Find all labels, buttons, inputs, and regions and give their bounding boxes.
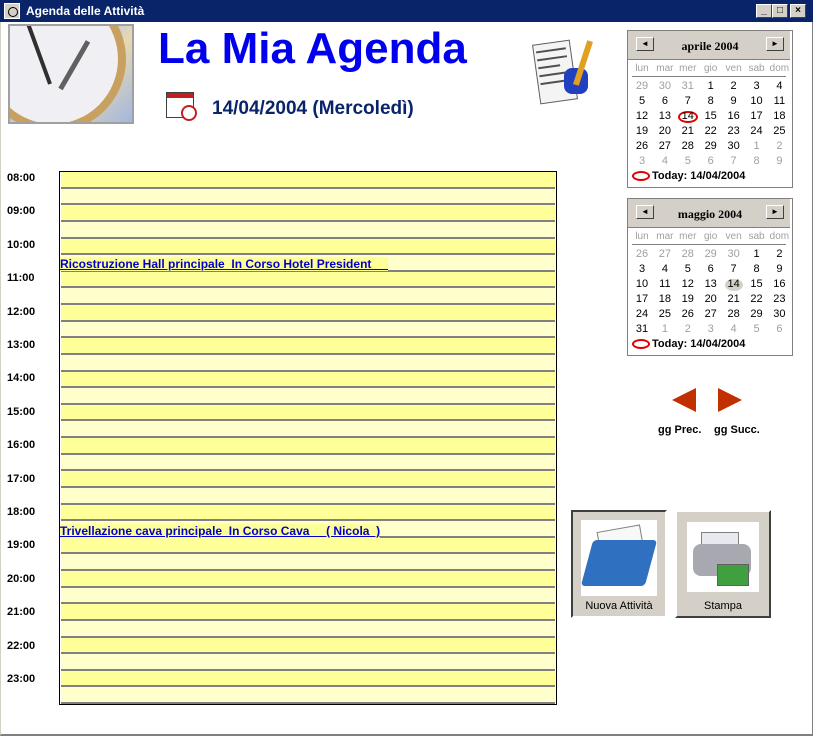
app-title: La Mia Agenda	[158, 24, 467, 73]
weekday-header: sab	[748, 63, 765, 74]
calendar-day[interactable]: 4	[730, 323, 737, 335]
time-slot[interactable]	[61, 538, 555, 555]
weekday-header: mer	[679, 63, 697, 74]
calendar-day[interactable]: 11	[659, 278, 671, 290]
time-slot[interactable]	[61, 588, 555, 605]
minimize-button[interactable]: _	[756, 4, 772, 18]
calendar-day[interactable]: 7	[684, 95, 691, 107]
hour-label: 21:00	[7, 606, 36, 619]
time-slot[interactable]	[61, 405, 555, 422]
calendar-day[interactable]: 27	[658, 248, 672, 260]
hour-label: 19:00	[7, 539, 36, 552]
time-slot[interactable]	[61, 571, 555, 588]
weekday-header: ven	[725, 231, 742, 242]
weekday-header: ven	[725, 63, 742, 74]
next-month-button[interactable]: ►	[766, 205, 784, 219]
today-circle-icon	[632, 171, 650, 181]
calendar-day[interactable]: 10	[750, 95, 763, 107]
calendar-day[interactable]: 24	[635, 308, 649, 320]
calendar-day[interactable]: 2	[684, 323, 691, 335]
calendar-day[interactable]: 10	[635, 278, 649, 290]
prev-day-label[interactable]: gg Prec.	[658, 424, 702, 436]
hour-label: 11:00	[7, 272, 35, 285]
calendar-day[interactable]: 1	[753, 248, 760, 260]
calendar-day[interactable]: 1	[661, 323, 668, 335]
time-slot[interactable]	[61, 604, 555, 621]
next-day-arrow-icon[interactable]	[718, 388, 742, 412]
calendar-day[interactable]: 12	[681, 278, 694, 290]
calendar-day[interactable]: 18	[773, 110, 786, 122]
calendar-month-label: aprile 2004	[681, 39, 739, 53]
calendar-day[interactable]: 24	[750, 125, 763, 137]
calendar-day[interactable]: 30	[727, 140, 740, 152]
calendar-day[interactable]: 5	[684, 263, 691, 275]
hour-label: 17:00	[7, 472, 36, 485]
window-titlebar[interactable]	[0, 0, 813, 22]
hour-label: 10:00	[7, 238, 36, 251]
calendar-day[interactable]: 6	[776, 323, 783, 335]
calendar-day[interactable]: 28	[727, 308, 740, 320]
hour-label: 14:00	[7, 372, 36, 385]
calendar-day[interactable]: 25	[773, 125, 786, 137]
prev-month-button[interactable]: ◄	[636, 37, 654, 51]
weekday-header: lun	[635, 63, 649, 74]
next-month-button[interactable]: ►	[766, 37, 784, 51]
calendar-may[interactable]	[627, 198, 793, 356]
time-slot[interactable]	[61, 554, 555, 571]
hour-label: 13:00	[7, 339, 36, 351]
today-link[interactable]	[632, 338, 788, 350]
calendar-day[interactable]: 19	[635, 125, 649, 137]
calendar-day[interactable]: 1	[753, 140, 760, 152]
calendar-month-label: maggio 2004	[677, 207, 743, 221]
calendar-day[interactable]: 2	[776, 140, 783, 152]
calendar-day[interactable]: 30	[727, 248, 740, 260]
weekday-header: mar	[656, 63, 674, 74]
time-slot[interactable]	[61, 505, 555, 522]
time-slot[interactable]	[61, 621, 555, 638]
folder-documents-icon	[581, 520, 657, 596]
prev-month-button[interactable]: ◄	[636, 205, 654, 219]
calendar-day[interactable]: 5	[684, 155, 691, 167]
schedule-grid[interactable]	[59, 171, 557, 705]
printer-icon	[687, 522, 759, 592]
calendar-day[interactable]: 29	[750, 308, 763, 320]
calendar-header	[628, 199, 790, 228]
calendar-header	[628, 31, 790, 60]
calendar-day[interactable]: 26	[681, 308, 694, 320]
calendar-day[interactable]: 3	[638, 155, 646, 167]
weekday-header: mer	[679, 231, 697, 242]
window-title: Agenda delle Attività	[26, 4, 145, 18]
weekday-header: dom	[769, 231, 790, 242]
weekday-header: lun	[635, 231, 649, 242]
calendar-day[interactable]: 8	[753, 155, 760, 167]
calendar-day[interactable]: 18	[658, 293, 672, 305]
calendar-day[interactable]: 15	[704, 110, 717, 122]
calendar-day[interactable]: 3	[638, 263, 646, 275]
time-slot[interactable]	[61, 305, 555, 322]
calendar-day[interactable]: 28	[681, 248, 694, 260]
new-activity-button[interactable]	[571, 510, 667, 618]
calendar-day[interactable]: 4	[661, 263, 668, 275]
calendar-day[interactable]: 13	[704, 278, 717, 290]
calendar-day[interactable]: 6	[707, 263, 714, 275]
weekday-header: gio	[704, 231, 718, 242]
weekday-header: gio	[704, 63, 718, 74]
newspaper-icon	[528, 38, 594, 110]
weekday-header: mar	[656, 231, 674, 242]
event-link[interactable]: Ricostruzione Hall principale In Corso Hotel President	[60, 257, 389, 271]
hour-label: 16:00	[7, 439, 36, 452]
calendar-day[interactable]: 30	[658, 80, 672, 92]
time-slot[interactable]	[61, 438, 555, 455]
time-slot[interactable]	[61, 205, 555, 222]
calendar-day[interactable]: 3	[707, 323, 714, 335]
calendar-day[interactable]: 23	[773, 293, 786, 305]
hour-label: 18:00	[7, 506, 36, 518]
time-slot[interactable]	[61, 288, 555, 305]
calendar-day[interactable]: 17	[635, 293, 649, 305]
time-slot[interactable]	[61, 338, 555, 355]
calendar-day[interactable]: 23	[727, 125, 740, 137]
maximize-button[interactable]: □	[772, 4, 788, 18]
hour-label: 23:00	[7, 673, 36, 685]
time-slot[interactable]	[61, 172, 555, 189]
time-slot[interactable]	[61, 671, 555, 688]
calendar-day[interactable]: 16	[773, 278, 786, 290]
time-slot[interactable]	[61, 189, 555, 206]
hour-label: 22:00	[7, 639, 36, 652]
calendar-day[interactable]: 22	[750, 293, 763, 305]
time-slot[interactable]	[61, 355, 555, 372]
calendar-day[interactable]: 13	[658, 110, 672, 122]
calendar-day[interactable]: 6	[661, 95, 668, 107]
calendar-day[interactable]: 29	[704, 140, 717, 152]
calendar-day[interactable]: 29	[704, 248, 717, 260]
calendar-day[interactable]: 5	[638, 95, 646, 107]
calendar-day[interactable]: 30	[773, 308, 786, 320]
calendar-day[interactable]: 17	[750, 110, 763, 122]
calendar-day[interactable]: 22	[704, 125, 717, 137]
calendar-divider	[632, 76, 786, 77]
print-label: Stampa	[704, 600, 742, 612]
time-slot[interactable]	[61, 687, 555, 704]
next-day-label[interactable]: gg Succ.	[714, 424, 760, 436]
calendar-clock-icon	[166, 92, 194, 118]
prev-day-arrow-icon[interactable]	[672, 388, 696, 412]
calendar-april[interactable]	[627, 30, 793, 188]
hour-label: 09:00	[7, 205, 36, 218]
calendar-day[interactable]: 21	[727, 293, 740, 305]
calendar-day[interactable]: 28	[681, 140, 694, 152]
calendar-day[interactable]: 31	[681, 80, 694, 92]
calendar-day[interactable]: 12	[635, 110, 649, 122]
calendar-day[interactable]: 9	[776, 155, 783, 167]
weekday-header: sab	[748, 231, 765, 242]
calendar-day[interactable]: 9	[776, 263, 783, 275]
calendar-day[interactable]: 2	[730, 80, 737, 92]
time-slot[interactable]	[61, 638, 555, 655]
calendar-day[interactable]: 27	[704, 308, 717, 320]
calendar-day[interactable]: 19	[681, 293, 694, 305]
calendar-day[interactable]: 27	[658, 140, 672, 152]
calendar-day[interactable]: 14	[681, 110, 694, 122]
clock-logo-image	[8, 24, 134, 124]
new-activity-label: Nuova Attività	[585, 600, 653, 612]
calendar-day[interactable]: 2	[776, 248, 783, 260]
calendar-day[interactable]: 16	[727, 110, 740, 122]
close-button[interactable]: ×	[790, 4, 806, 18]
time-slot[interactable]	[61, 421, 555, 438]
calendar-day[interactable]: 26	[635, 248, 649, 260]
hour-label: 20:00	[7, 572, 36, 585]
weekday-header: dom	[769, 63, 790, 74]
time-slot[interactable]	[61, 222, 555, 239]
today-label: Today: 14/04/2004	[652, 170, 746, 182]
time-slot[interactable]	[61, 388, 555, 405]
time-slot[interactable]	[61, 322, 555, 339]
calendar-day[interactable]: 15	[750, 278, 763, 290]
time-slot[interactable]	[61, 471, 555, 488]
hour-label: 08:00	[7, 172, 36, 184]
calendar-day[interactable]: 21	[681, 125, 694, 137]
calendar-day[interactable]: 20	[704, 293, 717, 305]
calendar-day[interactable]: 31	[635, 323, 649, 335]
calendar-day[interactable]: 8	[753, 263, 760, 275]
calendar-day[interactable]: 7	[730, 155, 737, 167]
time-slot[interactable]	[61, 372, 555, 389]
print-button[interactable]	[675, 510, 771, 618]
calendar-day[interactable]: 4	[661, 155, 668, 167]
calendar-divider	[632, 244, 786, 245]
today-label: Today: 14/04/2004	[652, 338, 746, 350]
calendar-day[interactable]: 3	[753, 80, 760, 92]
calendar-day[interactable]: 14	[727, 278, 740, 290]
calendar-day[interactable]: 7	[730, 263, 737, 275]
calendar-day[interactable]: 20	[658, 125, 672, 137]
calendar-day[interactable]: 8	[707, 95, 714, 107]
calendar-day[interactable]: 6	[707, 155, 714, 167]
calendar-day[interactable]: 9	[730, 95, 737, 107]
time-slot[interactable]	[61, 272, 555, 289]
calendar-day[interactable]: 4	[776, 80, 783, 92]
time-slot[interactable]	[61, 455, 555, 472]
calendar-day[interactable]: 11	[773, 95, 786, 107]
today-link[interactable]	[632, 170, 788, 182]
calendar-day[interactable]: 25	[658, 308, 672, 320]
calendar-day[interactable]: 1	[707, 80, 714, 92]
hour-label: 12:00	[7, 305, 36, 318]
calendar-day[interactable]: 5	[753, 323, 760, 335]
calendar-day[interactable]: 26	[635, 140, 649, 152]
current-date: 14/04/2004 (Mercoledì)	[212, 98, 414, 119]
time-slot[interactable]	[61, 488, 555, 505]
today-circle-icon	[632, 339, 650, 349]
app-icon[interactable]	[4, 3, 20, 19]
calendar-day[interactable]: 29	[635, 80, 649, 92]
event-link[interactable]: Trivellazione cava principale In Corso Cava ( Nicola )	[60, 524, 381, 538]
time-slot[interactable]	[61, 239, 555, 256]
hour-label: 15:00	[7, 405, 36, 418]
time-slot[interactable]	[61, 654, 555, 671]
